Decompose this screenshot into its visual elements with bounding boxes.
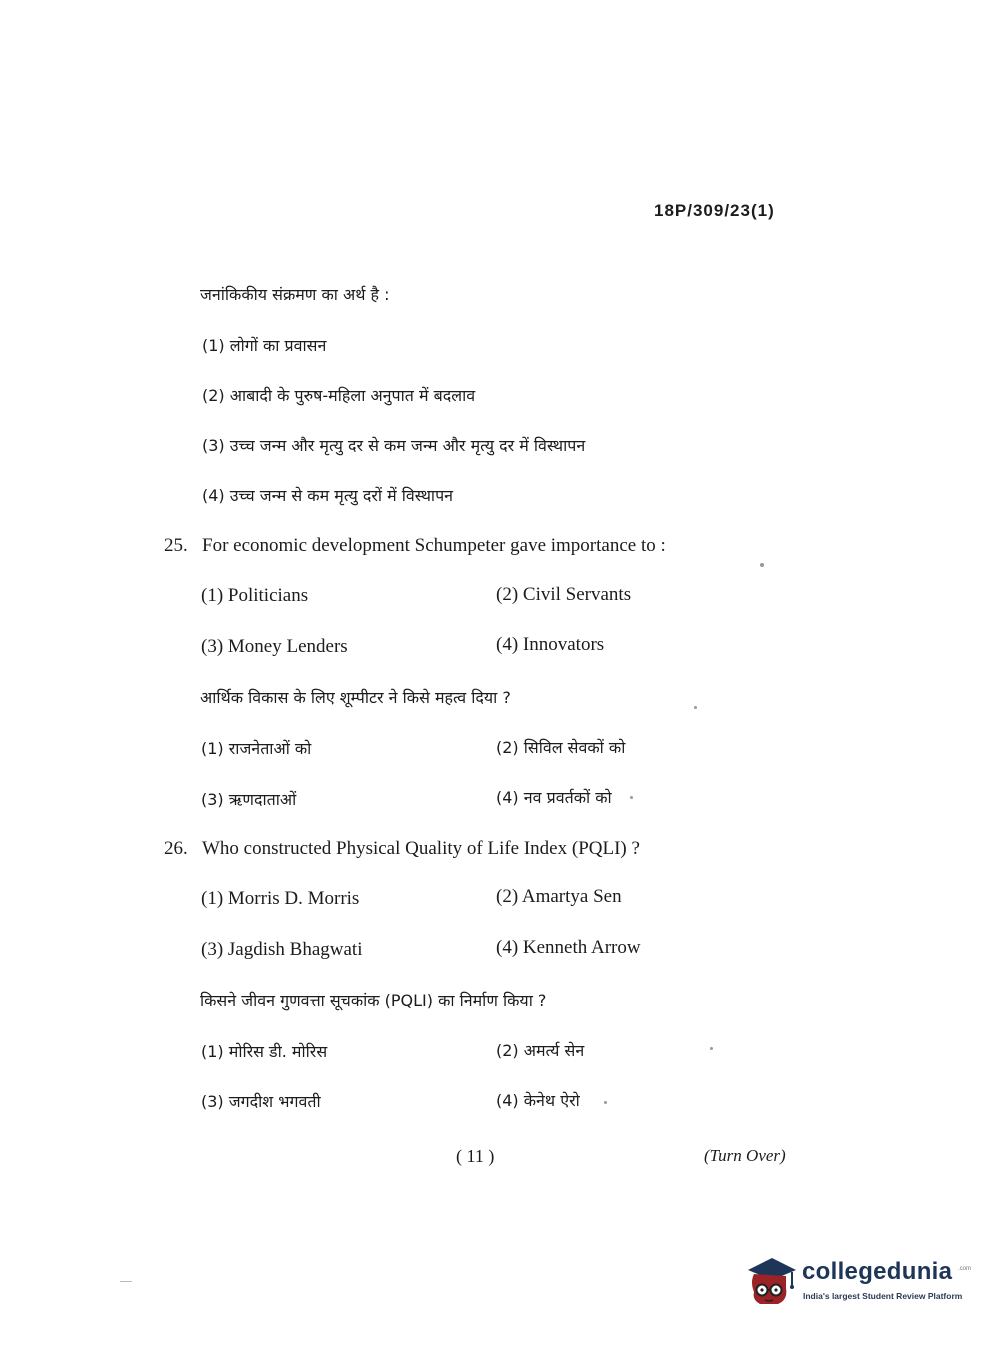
q24-option-2-hi: (2) आबादी के पुरुष-महिला अनुपात में बदलाव (202, 386, 476, 405)
q26-option-3-hi: (3) जगदीश भगवती (201, 1092, 321, 1111)
q26-stem-en: Who constructed Physical Quality of Life Index (PQLI) ? (202, 838, 640, 859)
turn-over-label: (Turn Over) (704, 1146, 786, 1165)
scan-speck (760, 563, 764, 567)
q24-option-3-hi: (3) उच्च जन्म और मृत्यु दर से कम जन्म और मृत्यु दर में विस्थापन (202, 436, 586, 455)
q24-stem-hi: जनांकिकीय संक्रमण का अर्थ है : (200, 285, 390, 304)
scan-speck (630, 796, 633, 799)
collegedunia-logo (742, 1252, 972, 1312)
brand-name: collegedunia (802, 1258, 953, 1285)
q25-option-4-hi: (4) नव प्रवर्तकों को (496, 788, 612, 807)
q26-option-1-en: (1) Morris D. Morris (201, 888, 360, 909)
q26-option-3-en: (3) Jagdish Bhagwati (201, 939, 363, 960)
brand-suffix: .com (958, 1266, 972, 1272)
q25-option-4-en: (4) Innovators (496, 634, 605, 655)
q24-option-4-hi: (4) उच्च जन्म से कम मृत्यु दरों में विस्थापन (202, 486, 454, 505)
page-number: ( 11 ) (456, 1146, 495, 1166)
scan-speck (710, 1047, 713, 1050)
q25-option-1-en: (1) Politicians (201, 585, 309, 606)
q26-option-2-en: (2) Amartya Sen (496, 886, 622, 907)
q26-option-4-hi: (4) केनेथ ऐरो (496, 1091, 580, 1110)
q25-stem-en: For economic development Schumpeter gave importance to : (202, 535, 666, 556)
scan-speck (604, 1101, 607, 1104)
paper-code: 18P/309/23(1) (654, 201, 775, 220)
q26-option-2-hi: (2) अमर्त्य सेन (496, 1041, 585, 1060)
scan-mark (120, 1281, 132, 1282)
q24-option-1-hi: (1) लोगों का प्रवासन (202, 336, 327, 355)
q25-stem-hi: आर्थिक विकास के लिए शूम्पीटर ने किसे महत्व दिया ? (200, 688, 511, 707)
q25-option-2-hi: (2) सिविल सेवकों को (496, 738, 626, 757)
graduate-mascot-icon (742, 1252, 798, 1308)
q26-option-1-hi: (1) मोरिस डी. मोरिस (201, 1042, 328, 1061)
q25-option-3-en: (3) Money Lenders (201, 636, 348, 657)
brand-tagline: India's largest Student Review Platform (803, 1291, 963, 1301)
q26-stem-hi: किसने जीवन गुणवत्ता सूचकांक (PQLI) का निर्माण किया ? (200, 991, 547, 1010)
q25-number: 25. (164, 535, 188, 556)
scan-speck (694, 706, 697, 709)
q25-option-1-hi: (1) राजनेताओं को (201, 739, 312, 758)
q26-number: 26. (164, 838, 188, 859)
q25-option-2-en: (2) Civil Servants (496, 584, 632, 605)
q26-option-4-en: (4) Kenneth Arrow (496, 937, 641, 958)
q25-option-3-hi: (3) ऋणदाताओं (201, 790, 297, 809)
